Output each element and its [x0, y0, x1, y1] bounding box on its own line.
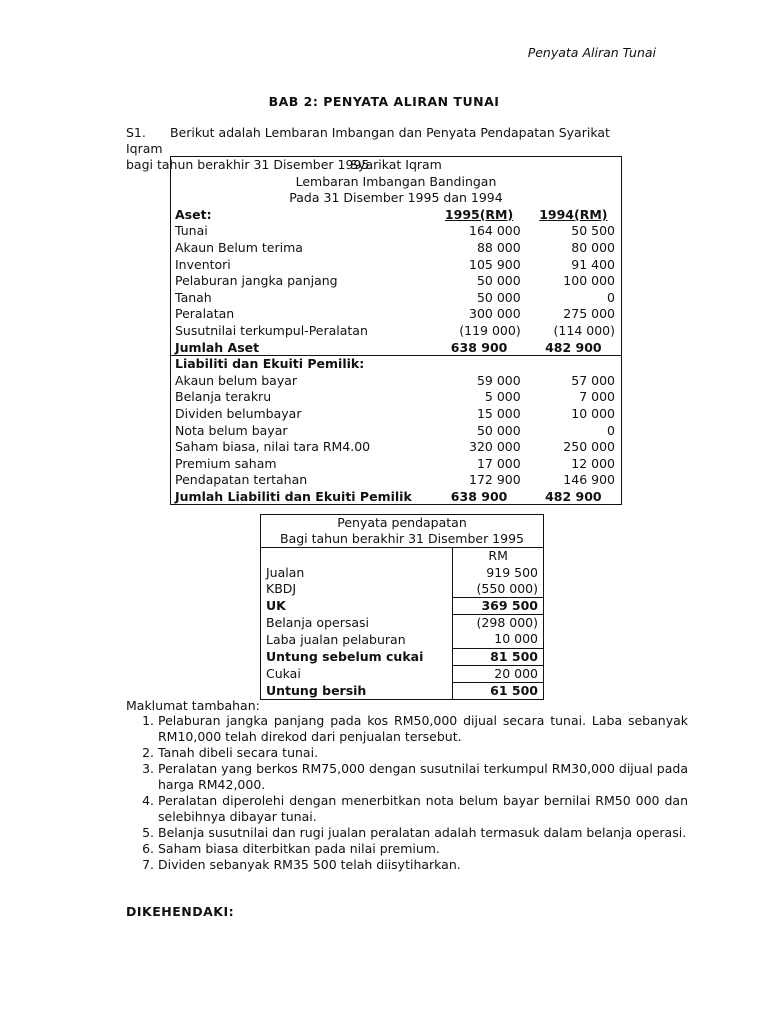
- cell-1994: 146 900: [527, 472, 621, 489]
- list-item: 2. Tanah dibeli secara tunai.: [158, 745, 688, 761]
- cell-1994: 275 000: [527, 306, 621, 323]
- table-row: [261, 648, 544, 665]
- cell-1995: 50 000: [433, 422, 527, 439]
- question-number: S1.: [126, 125, 146, 140]
- list-item: 1. Pelaburan jangka panjang pada kos RM50,000 dijual secara tunai. Laba sebanyak RM10,000 telah direkod dari penjualan tersebut.: [158, 713, 688, 745]
- cell-1994: 50 500: [527, 223, 621, 240]
- table-row: [261, 615, 544, 632]
- required-heading: DIKEHENDAKI:: [126, 904, 235, 919]
- total-liabilities-row: [171, 488, 622, 505]
- cell-1995: 5 000: [433, 389, 527, 406]
- cell-1994: 250 000: [527, 439, 621, 456]
- running-header: Penyata Aliran Tunai: [527, 45, 656, 60]
- cell-1995: 164 000: [433, 223, 527, 240]
- table-row: [261, 598, 544, 615]
- table-row: [171, 289, 622, 306]
- cell-label: Inventori: [171, 256, 433, 273]
- income-value: 61 500: [453, 683, 544, 700]
- cell-1994: 0: [527, 289, 621, 306]
- income-label: UK: [261, 598, 453, 615]
- assets-heading: Aset:: [171, 206, 433, 223]
- list-item: 4. Peralatan diperolehi dengan menerbitkan nota belum bayar bernilai RM50 000 dan selebihnya dibayar tunai.: [158, 793, 688, 825]
- cell-1995: 300 000: [433, 306, 527, 323]
- table-row: [171, 223, 622, 240]
- cell-1995: 59 000: [433, 372, 527, 389]
- table-row: [261, 683, 544, 700]
- currency-header: RM: [453, 548, 544, 565]
- total-liabilities-1994: 482 900: [527, 488, 621, 505]
- balance-sheet-table: [170, 156, 622, 505]
- question-text-line1: Berikut adalah Lembaran Imbangan dan Penyata Pendapatan Syarikat Iqram: [126, 125, 610, 156]
- additional-info-list: [126, 713, 688, 873]
- cell-label: Premium saham: [171, 455, 433, 472]
- table-row: [171, 472, 622, 489]
- income-value: 81 500: [453, 648, 544, 665]
- total-assets-row: [171, 339, 622, 356]
- list-item: 6. Saham biasa diterbitkan pada nilai premium.: [158, 841, 688, 857]
- column-1995: 1995(RM): [433, 206, 527, 223]
- income-value: 20 000: [453, 665, 544, 682]
- income-label: Cukai: [261, 665, 453, 682]
- cell-1995: 17 000: [433, 455, 527, 472]
- cell-label: Saham biasa, nilai tara RM4.00: [171, 439, 433, 456]
- total-liabilities-label: Jumlah Liabiliti dan Ekuiti Pemilik: [171, 488, 433, 505]
- table-row: [171, 405, 622, 422]
- cell-label: Akaun Belum terima: [171, 239, 433, 256]
- cell-1995: 88 000: [433, 239, 527, 256]
- table-row: [171, 372, 622, 389]
- cell-1995: 50 000: [433, 273, 527, 290]
- cell-1994: 91 400: [527, 256, 621, 273]
- question-text-line2: bagi tahun berakhir 31 Disember 1995.: [126, 157, 374, 172]
- table-row: [171, 322, 622, 339]
- balance-sheet-column-header: [171, 206, 622, 223]
- chapter-title: BAB 2: PENYATA ALIRAN TUNAI: [268, 94, 500, 109]
- cell-label: Susutnilai terkumpul-Peralatan: [171, 322, 433, 339]
- balance-sheet-title: Lembaran Imbangan Bandingan: [171, 173, 622, 190]
- cell-1995: 172 900: [433, 472, 527, 489]
- cell-1994: 10 000: [527, 405, 621, 422]
- table-row: [261, 581, 544, 598]
- income-label: Laba jualan pelaburan: [261, 631, 453, 648]
- table-row: [171, 239, 622, 256]
- cell-label: Nota belum bayar: [171, 422, 433, 439]
- liabilities-heading: Liabiliti dan Ekuiti Pemilik:: [171, 356, 433, 373]
- income-value: 919 500: [453, 565, 544, 581]
- balance-sheet-company: Syarikat Iqram: [171, 157, 622, 174]
- cell-1995: (119 000): [433, 322, 527, 339]
- income-label: Jualan: [261, 565, 453, 581]
- cell-1994: (114 000): [527, 322, 621, 339]
- table-row: [171, 306, 622, 323]
- table-row: [261, 565, 544, 581]
- cell-1994: 12 000: [527, 455, 621, 472]
- income-statement-table: [260, 514, 544, 700]
- balance-sheet-date: Pada 31 Disember 1995 dan 1994: [171, 190, 622, 207]
- cell-1994: 80 000: [527, 239, 621, 256]
- income-value: (298 000): [453, 615, 544, 632]
- table-row: [171, 422, 622, 439]
- table-row: [171, 455, 622, 472]
- table-row: [171, 256, 622, 273]
- cell-label: Tunai: [171, 223, 433, 240]
- cell-label: Dividen belumbayar: [171, 405, 433, 422]
- income-label: Untung bersih: [261, 683, 453, 700]
- cell-label: Akaun belum bayar: [171, 372, 433, 389]
- cell-1995: 320 000: [433, 439, 527, 456]
- cell-1994: 57 000: [527, 372, 621, 389]
- total-assets-1995: 638 900: [433, 339, 527, 356]
- list-item: 7. Dividen sebanyak RM35 500 telah diisytiharkan.: [158, 857, 688, 873]
- column-1994: 1994(RM): [527, 206, 621, 223]
- cell-label: Belanja terakru: [171, 389, 433, 406]
- table-row: [261, 665, 544, 682]
- table-row: [171, 273, 622, 290]
- total-assets-label: Jumlah Aset: [171, 339, 433, 356]
- total-liabilities-1995: 638 900: [433, 488, 527, 505]
- cell-1995: 105 900: [433, 256, 527, 273]
- cell-1994: 0: [527, 422, 621, 439]
- list-item: 3. Peralatan yang berkos RM75,000 dengan susutnilai terkumpul RM30,000 dijual pada harga RM42,000.: [158, 761, 688, 793]
- cell-1995: 50 000: [433, 289, 527, 306]
- cell-label: Tanah: [171, 289, 433, 306]
- table-row: [261, 631, 544, 648]
- income-value: 369 500: [453, 598, 544, 615]
- cell-1994: 7 000: [527, 389, 621, 406]
- table-row: [171, 439, 622, 456]
- cell-label: Pelaburan jangka panjang: [171, 273, 433, 290]
- cell-1995: 15 000: [433, 405, 527, 422]
- income-statement-title: Penyata pendapatan: [261, 515, 544, 532]
- income-label: Belanja opersasi: [261, 615, 453, 632]
- income-label: Untung sebelum cukai: [261, 648, 453, 665]
- cell-1994: 100 000: [527, 273, 621, 290]
- table-row: [171, 389, 622, 406]
- income-label: KBDJ: [261, 581, 453, 598]
- list-item: 5. Belanja susutnilai dan rugi jualan peralatan adalah termasuk dalam belanja operasi.: [158, 825, 688, 841]
- income-value: (550 000): [453, 581, 544, 598]
- income-statement-period: Bagi tahun berakhir 31 Disember 1995: [261, 531, 544, 548]
- total-assets-1994: 482 900: [527, 339, 621, 356]
- liabilities-heading-row: [171, 356, 622, 373]
- additional-info-title: Maklumat tambahan:: [126, 698, 260, 713]
- cell-label: Peralatan: [171, 306, 433, 323]
- cell-label: Pendapatan tertahan: [171, 472, 433, 489]
- income-value: 10 000: [453, 631, 544, 648]
